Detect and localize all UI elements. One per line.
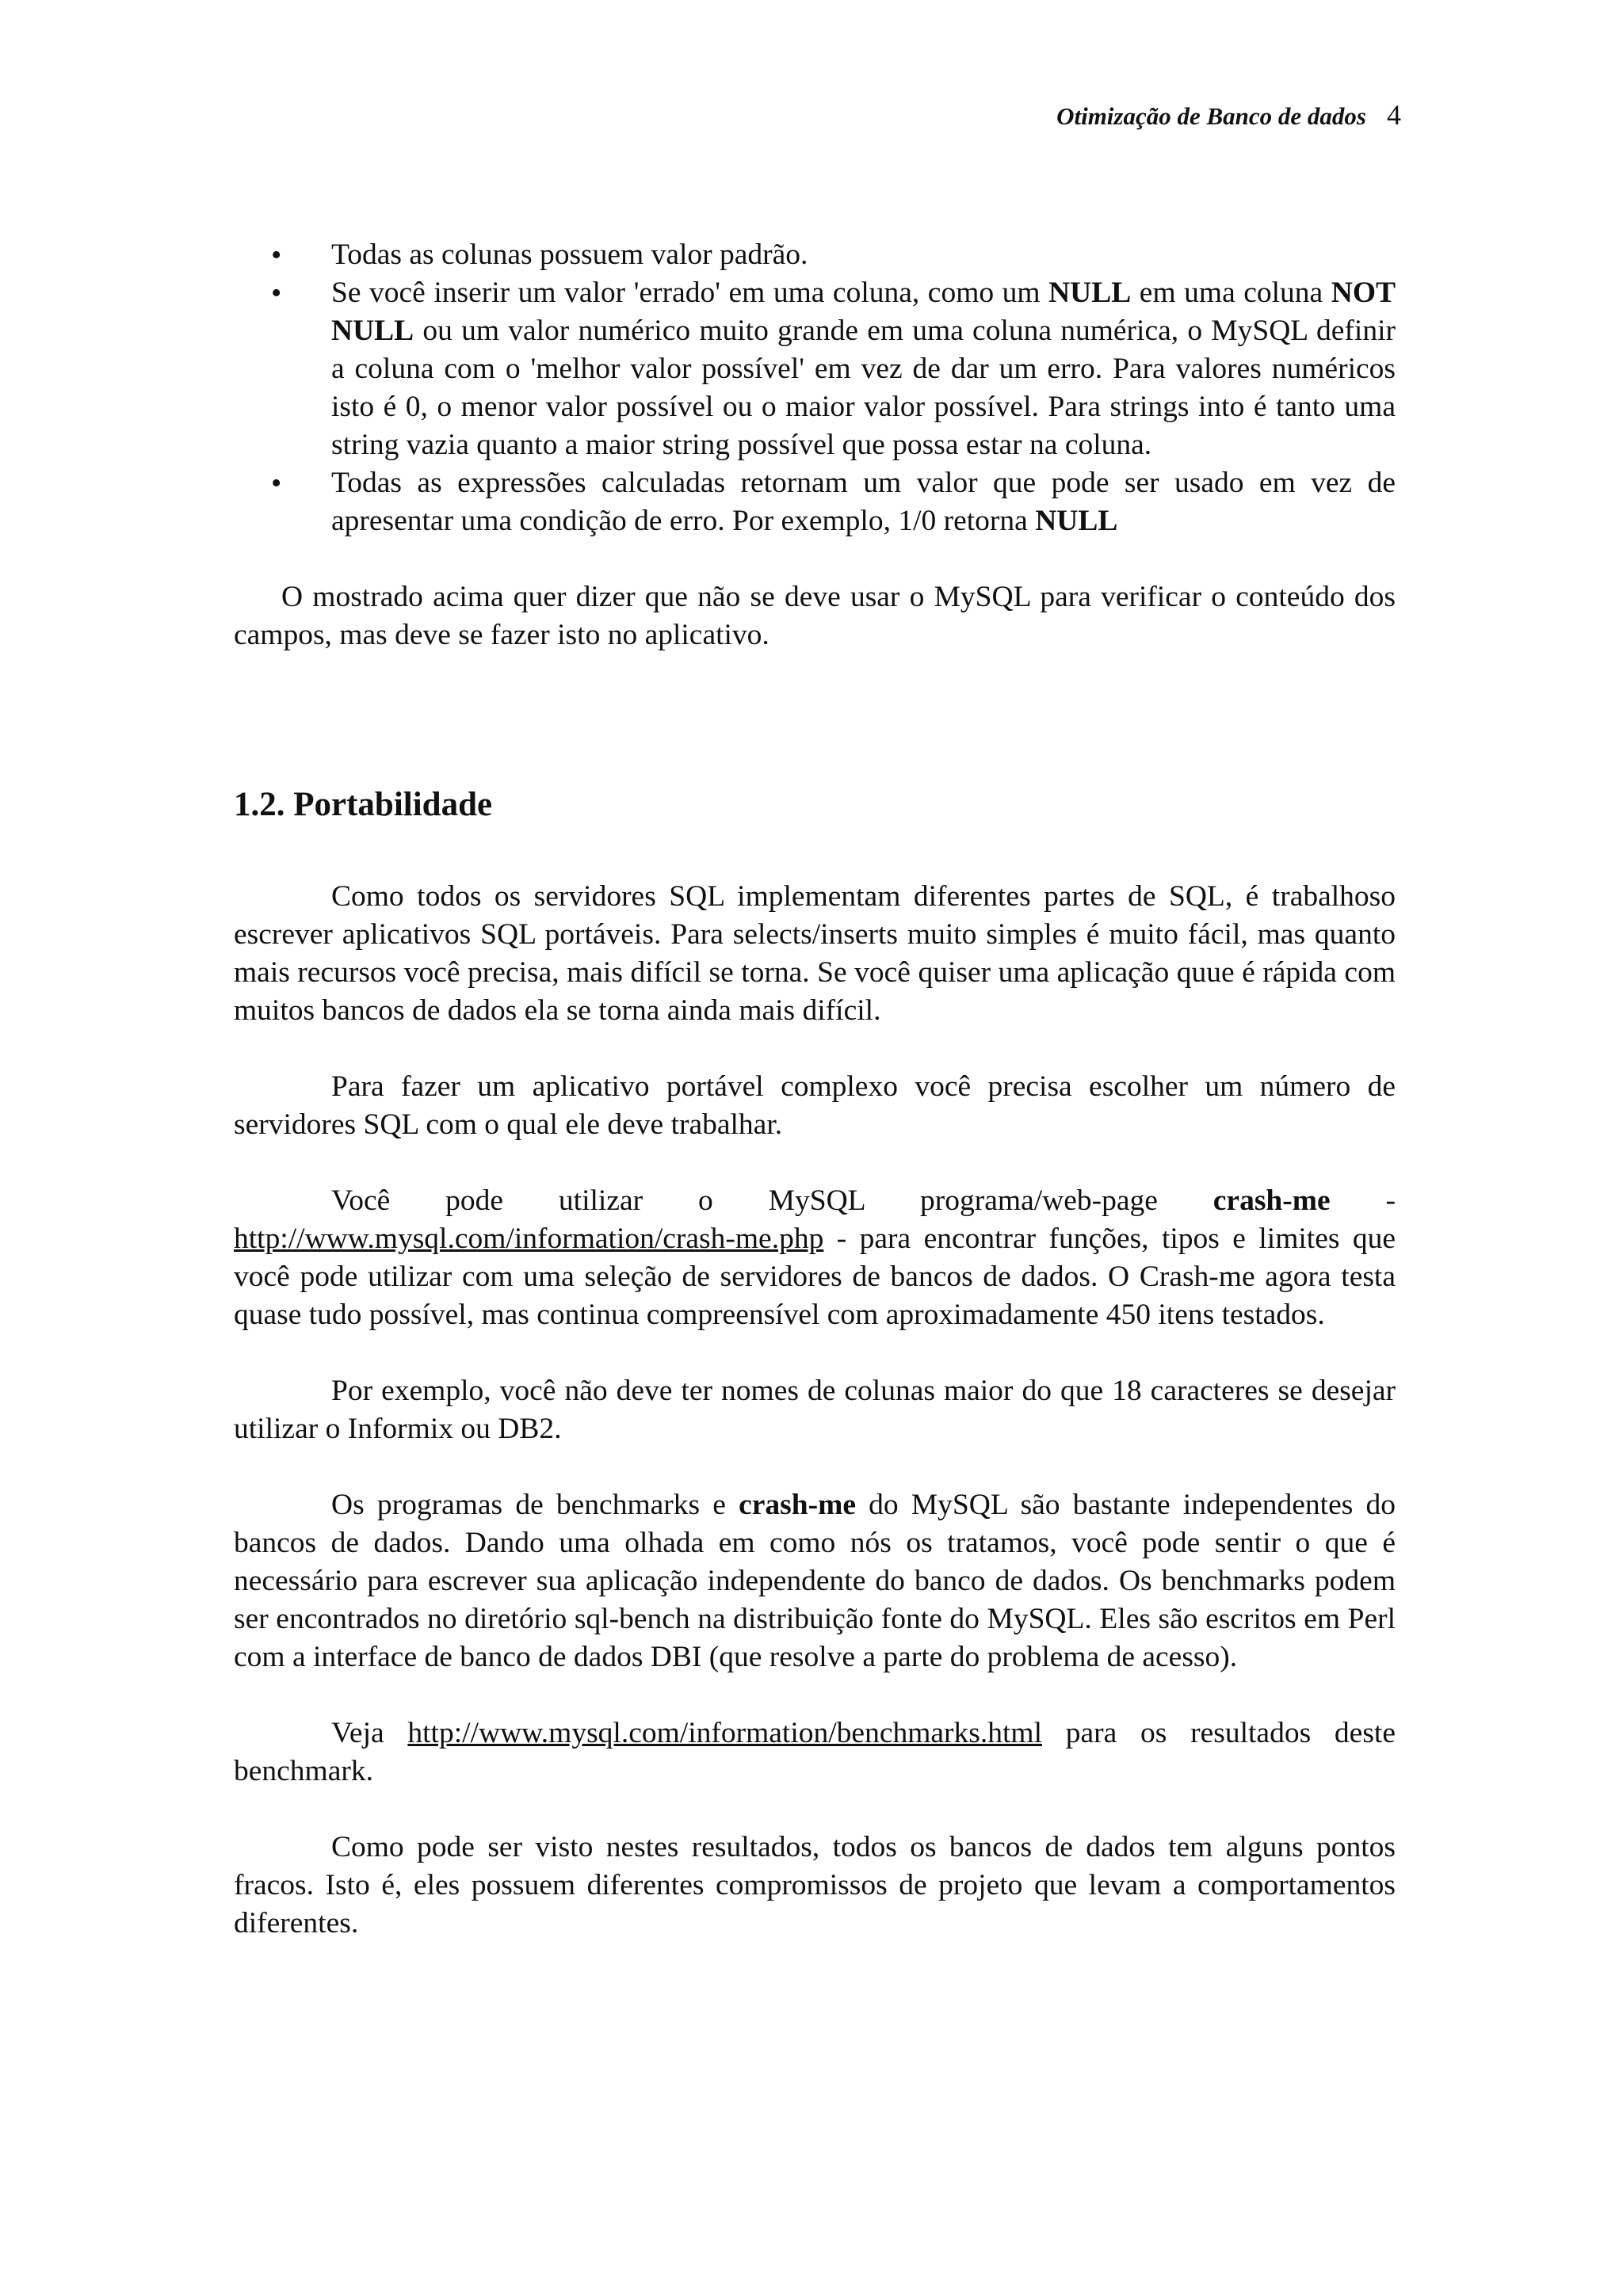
bullet-item: • Todas as expressões calculadas retornam um valor que pode ser usado em vez de apresentar uma condição de erro. Por exemplo, 1/0 retorna NULL (234, 464, 1396, 540)
page-header (872, 98, 1401, 138)
paragraph: Veja http://www.mysql.com/information/benchmarks.html para os resultados deste benchmark. (234, 1717, 1396, 1787)
paragraph: O mostrado acima quer dizer que não se deve usar o MySQL para verificar o conteúdo dos campos, mas deve se fazer isto no aplicativo. (234, 581, 1396, 651)
page-number: 4 (1387, 99, 1401, 131)
benchmarks-link[interactable]: http://www.mysql.com/information/benchmarks.html (407, 1717, 1042, 1749)
paragraph: Como todos os servidores SQL implementam diferentes partes de SQL, é trabalhoso escrever aplicativos SQL portáveis. Para selects/inserts muito simples é muito fácil, mas quanto mais recursos você precisa, mais difícil se torna. Se você quiser uma aplicação quue é rápida com muitos bancos de dados ela se torna ainda mais difícil. (234, 880, 1396, 1027)
crash-me-link[interactable]: http://www.mysql.com/information/crash-me.php (234, 1222, 824, 1255)
header-title: Otimização de Banco de dados (1056, 102, 1366, 130)
paragraph: Você pode utilizar o MySQL programa/web-page crash-me - http://www.mysql.com/information/crash-me.php - para encontrar funções, tipos e limites que você pode utilizar com uma seleção de servidores de bancos de dados. O Crash-me agora testa quase tudo possível, mas continua compreensível com aproximadamente 450 itens testados. (234, 1184, 1396, 1331)
section-heading: 1.2. Portabilidade (234, 786, 493, 823)
bullet-list (234, 236, 1396, 540)
bullet-item: • Todas as colunas possuem valor padrão. (234, 236, 1396, 274)
paragraph: Para fazer um aplicativo portável complexo você precisa escolher um número de servidores SQL com o qual ele deve trabalhar. (234, 1070, 1396, 1141)
paragraph: Como pode ser visto nestes resultados, todos os bancos de dados tem alguns pontos fracos. Isto é, eles possuem diferentes compromissos de projeto que levam a comportamentos diferentes. (234, 1831, 1396, 1939)
paragraph: Por exemplo, você não deve ter nomes de colunas maior do que 18 caracteres se desejar utilizar o Informix ou DB2. (234, 1375, 1396, 1445)
document-body (234, 236, 1396, 1943)
paragraph: Os programas de benchmarks e crash-me do MySQL são bastante independentes do bancos de dados. Dando uma olhada em como nós os tratamos, você pode sentir o que é necessário para escrever sua aplicação independente do banco de dados. Os benchmarks podem ser encontrados no diretório sql-bench na distribuição fonte do MySQL. Eles são escritos em Perl com a interface de banco de dados DBI (que resolve a parte do problema de acesso). (234, 1489, 1396, 1673)
bullet-item: • Se você inserir um valor 'errado' em uma coluna, como um NULL em uma coluna NOT NULL ou um valor numérico muito grande em uma coluna numérica, o MySQL definir a coluna com o 'melhor valor possível' em vez de dar um erro. Para valores numéricos isto é 0, o menor valor possível ou o maior valor possível. Para strings into é tanto uma string vazia quanto a maior string possível que possa estar na coluna. (234, 274, 1396, 464)
